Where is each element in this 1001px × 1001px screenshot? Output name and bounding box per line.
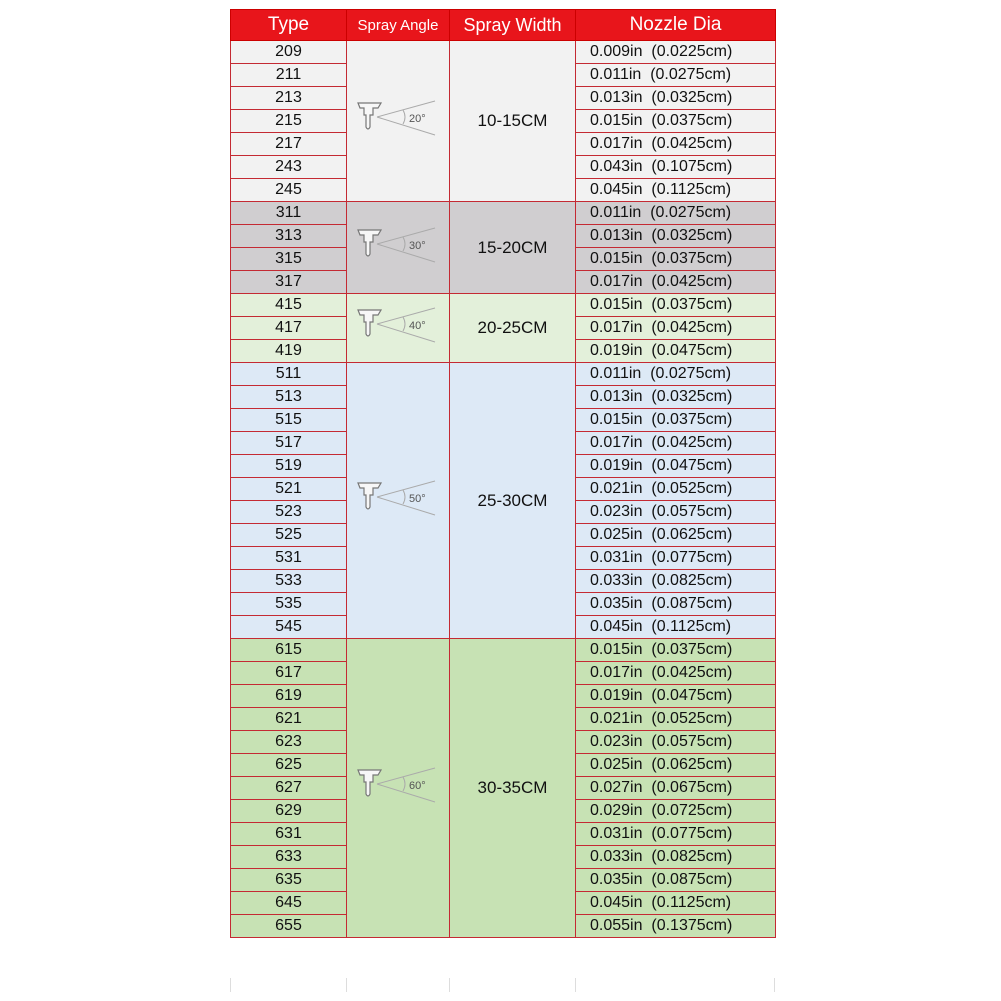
table-row [231,294,776,317]
nozzle-dia-cell: 0.011in (0.0275cm) [576,363,776,386]
type-cell: 625 [231,754,347,777]
nozzle-dia-cell: 0.029in (0.0725cm) [576,800,776,823]
angle-label: 30° [409,239,426,252]
type-cell: 245 [231,179,347,202]
type-cell: 633 [231,846,347,869]
nozzle-dia-cell: 0.019in (0.0475cm) [576,685,776,708]
angle-label: 50° [409,492,426,505]
type-cell: 619 [231,685,347,708]
type-cell: 511 [231,363,347,386]
nozzle-dia-cell: 0.043in (0.1075cm) [576,156,776,179]
spray-width-cell: 30-35CM [450,639,576,938]
nozzle-dia-cell: 0.021in (0.0525cm) [576,708,776,731]
type-cell: 417 [231,317,347,340]
angle-label: 20° [409,113,426,125]
header-type: Type [231,10,347,41]
type-cell: 545 [231,616,347,639]
header-spray-angle: Spray Angle [347,10,450,41]
nozzle-dia-cell: 0.017in (0.0425cm) [576,133,776,156]
nozzle-dia-cell: 0.009in (0.0225cm) [576,41,776,64]
spray-angle-cell [347,639,450,938]
nozzle-dia-cell: 0.031in (0.0775cm) [576,823,776,846]
spray-tip-icon [347,298,450,358]
type-cell: 623 [231,731,347,754]
type-cell: 217 [231,133,347,156]
type-cell: 415 [231,294,347,317]
nozzle-dia-cell: 0.013in (0.0325cm) [576,87,776,110]
type-cell: 311 [231,202,347,225]
type-cell: 519 [231,455,347,478]
nozzle-dia-cell: 0.015in (0.0375cm) [576,409,776,432]
spray-width-cell: 15-20CM [450,202,576,294]
type-cell: 617 [231,662,347,685]
type-cell: 629 [231,800,347,823]
nozzle-dia-cell: 0.045in (0.1125cm) [576,616,776,639]
nozzle-dia-cell: 0.033in (0.0825cm) [576,846,776,869]
spray-width-cell: 25-30CM [450,363,576,639]
nozzle-dia-cell: 0.019in (0.0475cm) [576,340,776,363]
type-cell: 523 [231,501,347,524]
table-footer-strip [230,978,775,992]
type-cell: 531 [231,547,347,570]
nozzle-dia-cell: 0.033in (0.0825cm) [576,570,776,593]
nozzle-dia-cell: 0.013in (0.0325cm) [576,225,776,248]
type-cell: 621 [231,708,347,731]
nozzle-dia-cell: 0.027in (0.0675cm) [576,777,776,800]
type-cell: 211 [231,64,347,87]
table-row [231,363,776,386]
type-cell: 315 [231,248,347,271]
angle-label: 40° [409,320,426,332]
spray-angle-cell [347,41,450,202]
nozzle-dia-cell: 0.045in (0.1125cm) [576,179,776,202]
nozzle-dia-cell: 0.013in (0.0325cm) [576,386,776,409]
nozzle-spec-table [230,9,776,938]
spray-tip-icon [347,91,450,151]
spray-width-cell: 10-15CM [450,41,576,202]
spray-width-cell: 20-25CM [450,294,576,363]
nozzle-dia-cell: 0.035in (0.0875cm) [576,593,776,616]
nozzle-dia-cell: 0.017in (0.0425cm) [576,662,776,685]
type-cell: 215 [231,110,347,133]
nozzle-dia-cell: 0.025in (0.0625cm) [576,524,776,547]
table-row [231,41,776,64]
type-cell: 525 [231,524,347,547]
type-cell: 313 [231,225,347,248]
type-cell: 515 [231,409,347,432]
nozzle-dia-cell: 0.011in (0.0275cm) [576,64,776,87]
header-row [231,10,776,41]
type-cell: 517 [231,432,347,455]
nozzle-dia-cell: 0.045in (0.1125cm) [576,892,776,915]
type-cell: 535 [231,593,347,616]
nozzle-dia-cell: 0.031in (0.0775cm) [576,547,776,570]
nozzle-dia-cell: 0.055in (0.1375cm) [576,915,776,938]
nozzle-dia-cell: 0.015in (0.0375cm) [576,110,776,133]
header-nozzle-dia: Nozzle Dia [576,10,776,41]
nozzle-dia-cell: 0.021in (0.0525cm) [576,478,776,501]
nozzle-dia-cell: 0.025in (0.0625cm) [576,754,776,777]
nozzle-dia-cell: 0.019in (0.0475cm) [576,455,776,478]
nozzle-dia-cell: 0.017in (0.0425cm) [576,271,776,294]
spray-tip-icon [347,471,450,531]
nozzle-dia-cell: 0.017in (0.0425cm) [576,432,776,455]
type-cell: 655 [231,915,347,938]
spray-angle-cell [347,294,450,363]
type-cell: 533 [231,570,347,593]
type-cell: 209 [231,41,347,64]
table-row [231,639,776,662]
nozzle-dia-cell: 0.023in (0.0575cm) [576,501,776,524]
type-cell: 635 [231,869,347,892]
type-cell: 213 [231,87,347,110]
type-cell: 521 [231,478,347,501]
type-cell: 513 [231,386,347,409]
spray-tip-icon [347,218,450,278]
type-cell: 615 [231,639,347,662]
nozzle-dia-cell: 0.011in (0.0275cm) [576,202,776,225]
nozzle-dia-cell: 0.015in (0.0375cm) [576,248,776,271]
spray-tip-icon [347,758,450,818]
nozzle-dia-cell: 0.017in (0.0425cm) [576,317,776,340]
nozzle-dia-cell: 0.023in (0.0575cm) [576,731,776,754]
type-cell: 419 [231,340,347,363]
angle-label: 60° [409,780,426,792]
nozzle-dia-cell: 0.015in (0.0375cm) [576,294,776,317]
spray-angle-cell [347,363,450,639]
nozzle-dia-cell: 0.035in (0.0875cm) [576,869,776,892]
spray-angle-cell [347,202,450,294]
table-row [231,202,776,225]
nozzle-dia-cell: 0.015in (0.0375cm) [576,639,776,662]
header-spray-width: Spray Width [450,10,576,41]
type-cell: 631 [231,823,347,846]
type-cell: 317 [231,271,347,294]
type-cell: 645 [231,892,347,915]
type-cell: 243 [231,156,347,179]
type-cell: 627 [231,777,347,800]
